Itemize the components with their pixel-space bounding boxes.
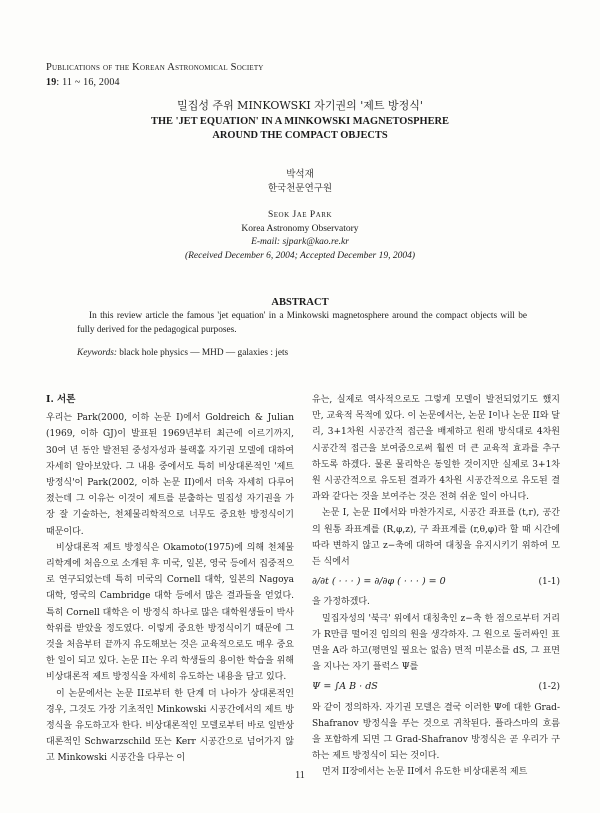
equation-1-2 (312, 679, 560, 695)
left-paragraph-1: 우리는 Park(2000, 이하 논문 I)에서 Goldreich & Julian (1969, 이하 GJ)이 발표된 1969년부터 최근에 이르기까지, 30여 년 동안 발전된 중성자성과 블랙홀 자기권 모델에 대하여 자세히 알아보았다. 그 내용 중에서도 특히 비상대론적인 '제트 방정식'이 Park(2002, 이하 논문 II)에서 더욱 자세히 다루어졌는데 그 이유는 이것이 제트를 분출하는 밀집성 자기권을 가장 잘 기술하는, 천체물리학적으로 너무도 중요한 방정식이기 때문이다. (46, 413, 294, 537)
journal-name: Publications of the Korean Astronomical Society (46, 62, 264, 73)
author-affiliation-english: Korea Astronomy Observatory (241, 223, 359, 234)
keywords-text: black hole physics — MHD — galaxies : jets (119, 348, 289, 358)
author-korean-block (40, 168, 560, 196)
right-paragraph-5: 와 같이 정의하자. 자기권 모델은 결국 이러한 Ψ에 대한 Grad-Shafranov 방정식을 푸는 것으로 귀착된다. 플라스마의 흐름을 포함하게 되면 그 Grad-Shafranov 방정식은 곧 우리가 구하는 제트 방정식이 되는 것이다. (312, 702, 560, 762)
journal-volume-line (46, 77, 264, 88)
author-name-english: Seok Jae Park (267, 210, 332, 220)
author-name-korean: 박석재 (286, 169, 314, 180)
right-paragraph-4: 밀집자성의 '북극' 위에서 대칭축인 z−축 한 점으로부터 거리가 R만큼 떨어진 임의의 원을 생각하자. 그 원으로 둘러싸인 표면을 A라 하고(평면일 필요는 없음) 면적 미분소를 dS, 그 표면을 지나는 자기 플럭스 Ψ를 (312, 613, 560, 673)
abstract-heading: ABSTRACT (271, 297, 329, 308)
equation-1-1-number: (1-1) (538, 577, 560, 588)
title-english-line1: THE 'JET EQUATION' IN A MINKOWSKI MAGNETOSPHERE (151, 116, 449, 127)
right-paragraph-6: 먼저 II장에서는 논문 II에서 유도한 비상대론적 제트 (322, 767, 528, 778)
left-column (46, 392, 294, 767)
author-email: E-mail: sjpark@kao.re.kr (251, 237, 349, 247)
right-paragraph-3: 을 가정하겠다. (312, 597, 370, 608)
page-number: 11 (295, 770, 305, 781)
equation-1-1 (312, 574, 560, 590)
equation-1-2-body: Ψ = ∫A B · dS (312, 681, 378, 693)
abstract-text: In this review article the famous 'jet equation' in a Minkowski magnetosphere around the compact objects will be fully derived for the pedagogical purposes. (77, 311, 527, 335)
left-paragraph-2: 비상대론적 제트 방정식은 Okamoto(1975)에 의해 천체물리학계에 처음으로 소개된 후 미국, 일본, 영국 등에서 집중적으로 연구되었는데 특히 미국의 Cornell 대학, 일본의 Nagoya 대학, 영국의 Cambridge 대학 등에서 많은 결과들을 얻었다. 특히 Cornell 대학은 이 방정식 하나로 많은 대학원생들이 박사 학위를 받았을 정도였다. 이렇게 중요한 방정식이기 때문에 그것을 처음부터 끝까지 유도해보는 것은 교육적으로도 매우 중요한 일이 되고 있다. 논문 II는 우리 학생들의 용이한 학습을 위해 비상대론적 제트 방정식을 자세히 유도하는 내용을 담고 있다. (46, 542, 294, 683)
equation-1-1-body: ∂/∂t ( · · · ) = ∂/∂φ ( · · · ) = 0 (312, 576, 446, 588)
keywords-label: Keywords: (77, 348, 117, 358)
right-paragraph-1: 유는, 실제로 역사적으로도 그렇게 모델이 발전되었기도 했지만, 교육적 목적에 있다. 이 논문에서는, 논문 I이나 논문 II와 달리, 3+1차원 시공간적 접근을 배제하고 원래 방식대로 4차원 시공간적 접근을 보여줌으로써 훨씬 더 큰 교육적 효과를 추구하도록 하겠다. 물론 물리학은 동일한 것이지만 실제로 3+1차원 시공간적으로 유도된 결과가 4차원 시공간적으로 유도된 결과와 같다는 것을 보여주는 것은 전혀 쉬운 일이 아니다. (312, 395, 560, 503)
title-english (40, 115, 560, 143)
right-column (312, 392, 560, 781)
author-english-block (40, 209, 560, 263)
section-heading: I. 서론 (46, 394, 76, 405)
author-affiliation-korean: 한국천문연구원 (267, 183, 333, 194)
journal-pages: : 11 ~ 16, 2004 (56, 77, 120, 88)
right-paragraph-2: 논문 I, 논문 II에서와 마찬가지로, 시공간 좌표를 (t,r), 공간의 원통 좌표계를 (R,φ,z), 구 좌표계를 (r,θ,φ)라 할 때 시간에 따라 변하지 않고 z−축에 대하여 대칭을 유지시키기 위하여 모든 식에서 (312, 508, 560, 568)
title-korean: 밀집성 주위 MINKOWSKI 자기권의 '제트 방정식' (177, 99, 423, 112)
left-paragraph-3: 이 논문에서는 논문 II로부터 한 단계 더 나아가 상대론적인 경우, 그것도 가장 기초적인 Minkowski 시공간에서의 제트 방정식을 유도하고자 한다. 비상대론적인 모델로부터 바로 일반상대론적인 Schwarzschild 또는 Kerr 시공간으로 넘어가지 않고 Minkowski 시공간을 다루는 이 (46, 688, 294, 764)
received-dates: (Received December 6, 2004; Accepted December 19, 2004) (184, 250, 416, 261)
equation-1-2-number: (1-2) (538, 682, 560, 693)
title-english-line2: AROUND THE COMPACT OBJECTS (212, 130, 388, 141)
journal-volume: 19 (46, 77, 57, 88)
keywords (77, 348, 288, 358)
journal-header (46, 62, 264, 88)
